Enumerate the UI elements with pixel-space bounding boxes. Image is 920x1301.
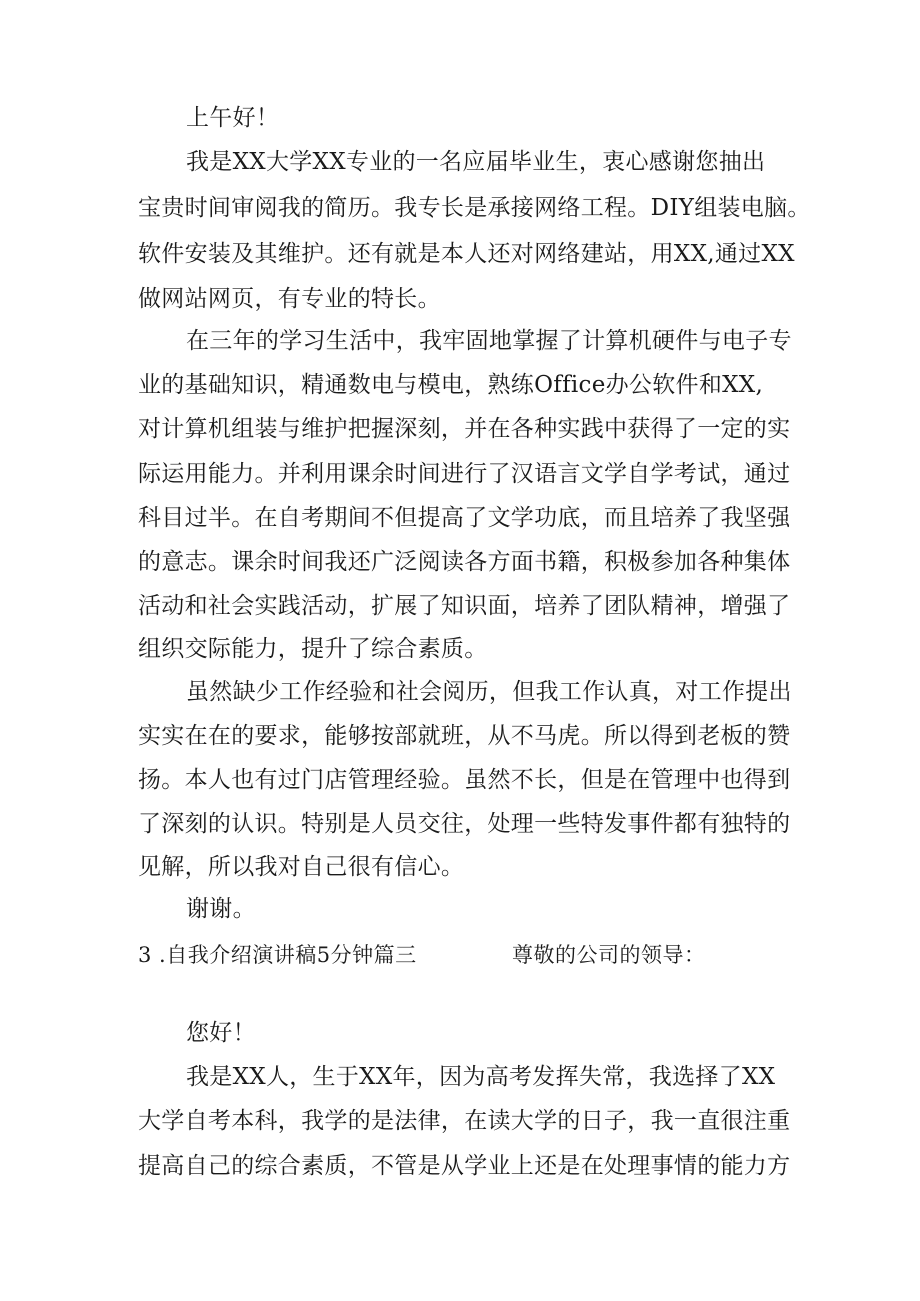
paragraph-line: 软件安装及其维护。还有就是本人还对网络建站，用XX,通过XX — [138, 241, 795, 267]
section-heading: 3 .自我介绍演讲稿5分钟篇三 — [138, 943, 417, 967]
paragraph-line: 业的基础知识，精通数电与模电，熟练Office办公软件和XX, — [138, 372, 764, 398]
paragraph-line: 提高自己的综合素质，不管是从学业上还是在处理事情的能力方 — [138, 1153, 791, 1179]
paragraph-line: 我是XX人，生于XX年，因为高考发挥失常，我选择了XX — [186, 1064, 776, 1090]
paragraph-line: 扬。本人也有过门店管理经验。虽然不长，但是在管理中也得到 — [138, 767, 791, 793]
paragraph-line: 虽然缺少工作经验和社会阅历，但我工作认真，对工作提出 — [186, 679, 792, 705]
paragraph-line: 组织交际能力，提升了综合素质。 — [138, 636, 488, 662]
paragraph-line: 了深刻的认识。特别是人员交往，处理一些特发事件都有独特的 — [138, 811, 791, 837]
paragraph-line: 活动和社会实践活动，扩展了知识面，培养了团队精神，增强了 — [138, 593, 791, 619]
paragraph-line: 见解，所以我对自己很有信心。 — [138, 854, 465, 880]
paragraph-line: 我是XX大学XX专业的一名应届毕业生，衷心感谢您抽出 — [186, 149, 766, 175]
salutation: 尊敬的公司的领导： — [512, 943, 706, 967]
paragraph-line: 对计算机组装与维护把握深刻，并在各种实践中获得了一定的实 — [138, 416, 791, 442]
closing: 谢谢。 — [186, 896, 256, 922]
paragraph-line: 的意志。课余时间我还广泛阅读各方面书籍，积极参加各种集体 — [138, 549, 791, 575]
paragraph-line: 做网站网页，有专业的特长。 — [138, 286, 441, 312]
paragraph-line: 际运用能力。并利用课余时间进行了汉语言文学自学考试，通过 — [138, 461, 791, 487]
paragraph-line: 科目过半。在自考期间不但提高了文学功底，而且培养了我坚强 — [138, 505, 791, 531]
greeting-2: 您好！ — [186, 1020, 256, 1046]
paragraph-line: 宝贵时间审阅我的简历。我专长是承接网络工程。DIY组装电脑。 — [138, 195, 811, 221]
paragraph-line: 在三年的学习生活中，我牢固地掌握了计算机硬件与电子专 — [186, 328, 792, 354]
paragraph-line: 实实在在的要求，能够按部就班，从不马虎。所以得到老板的赞 — [138, 723, 791, 749]
paragraph-line: 大学自考本科，我学的是法律，在读大学的日子，我一直很注重 — [138, 1108, 791, 1134]
greeting: 上午好！ — [186, 105, 280, 131]
